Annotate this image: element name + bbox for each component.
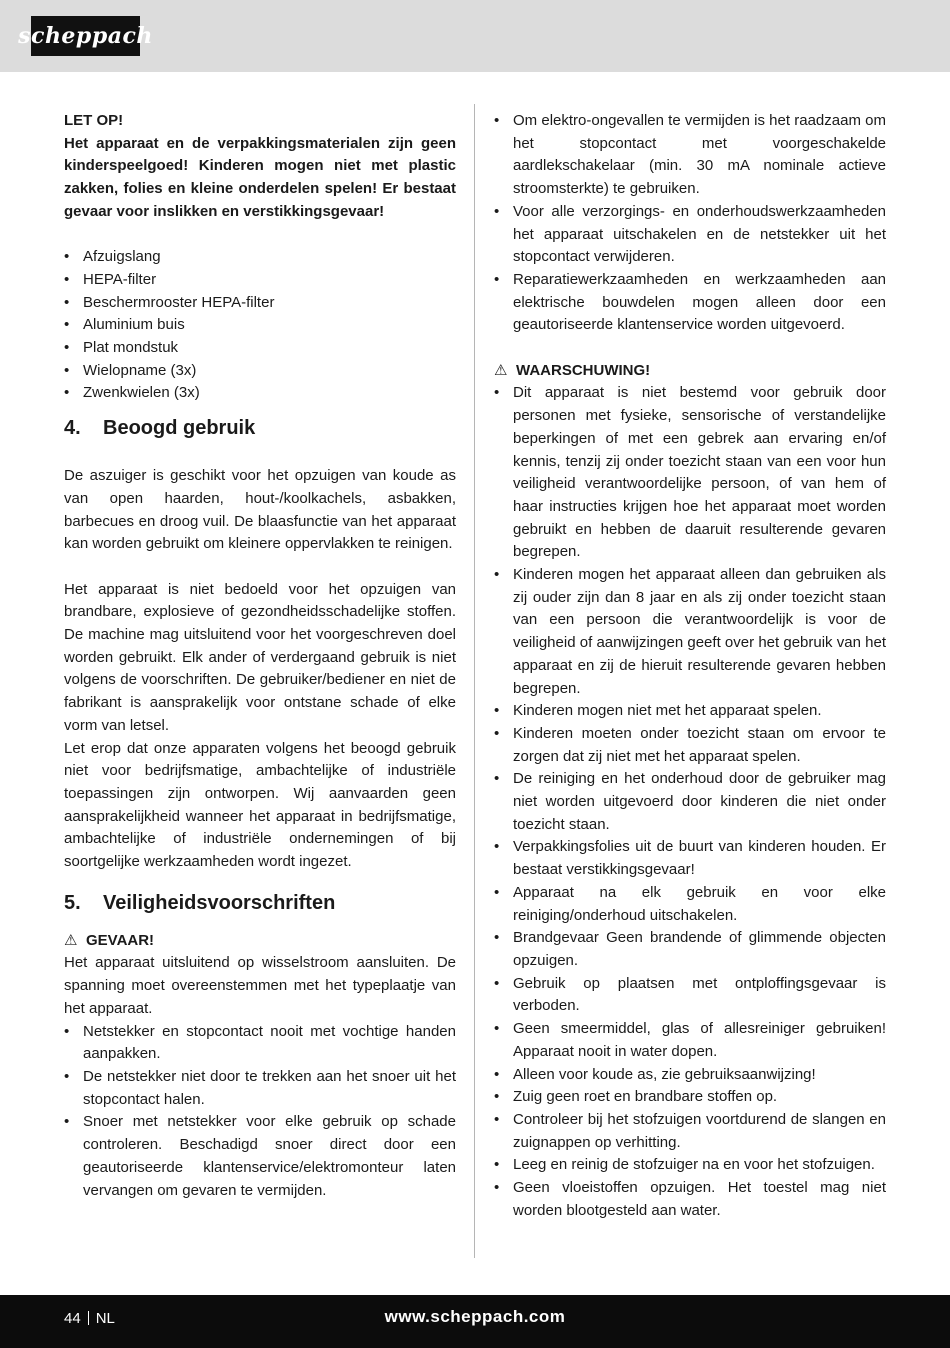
- language-code: NL: [95, 1310, 115, 1327]
- list-item: • Kinderen mogen het apparaat alleen dan gebruiken als zij ouder zijn dan 8 jaar en als zij onder toezicht staan van een persoon die verantwoordelijk is voor de veiligheid of aanwijzingen geeft over het gebruik van het apparaat en zij de hieruit resulterende gevaren hebben begrepen.: [494, 564, 886, 700]
- list-item: • Afzuigslang: [64, 246, 456, 269]
- left-column: [64, 110, 456, 1202]
- column-divider: [474, 104, 475, 1258]
- list-item: • Voor alle verzorgings- en onderhoudswerkzaamheden het apparaat uitschakelen en de netstekker uit het stopcontact verwijderen.: [494, 201, 886, 269]
- paragraph: Het apparaat uitsluitend op wisselstroom aansluiten. De spanning moet overeenstemmen met het typeplaatje van het apparaat.: [64, 954, 456, 1017]
- list-item: • Apparaat na elk gebruik en voor elke reiniging/onderhoud uitschakelen.: [494, 882, 886, 927]
- list-item: • Kinderen mogen niet met het apparaat spelen.: [494, 700, 886, 723]
- list-item: • HEPA-filter: [64, 269, 456, 292]
- list-item: • Verpakkingsfolies uit de buurt van kinderen houden. Er bestaat verstikkingsgevaar!: [494, 836, 886, 881]
- notice-title: LET OP!: [64, 112, 124, 129]
- list-item: • Kinderen moeten onder toezicht staan om ervoor te zorgen dat zij niet met het apparaat spelen.: [494, 723, 886, 768]
- list-item: • Wielopname (3x): [64, 360, 456, 383]
- list-item: • Netstekker en stopcontact nooit met vochtige handen aanpakken.: [64, 1021, 456, 1066]
- section-title: Beoogd gebruik: [103, 417, 256, 440]
- list-item: • Aluminium buis: [64, 314, 456, 337]
- section-number: 5.: [64, 891, 81, 914]
- warning-triangle-icon: ⚠: [64, 931, 78, 949]
- danger-list: [64, 1021, 456, 1203]
- warning-triangle-icon: ⚠: [494, 361, 508, 379]
- list-item: • Geen smeermiddel, glas of allesreiniger gebruiken! Apparaat nooit in water dopen.: [494, 1018, 886, 1063]
- paragraph: Het apparaat is niet bedoeld voor het opzuigen van brandbare, explosieve of gezondheidsschadelijke stoffen. De machine mag uitsluitend voor het voorgeschreven doel worden gebruikt. Elk ander of verdergaand gebruik is niet volgens de voorschriften. De gebruiker/bediener en niet de fabrikant is aansprakelijk voor ontstane schade of elke vorm van letsel.: [64, 580, 456, 734]
- footer-bar: [0, 1295, 950, 1348]
- paragraph: Let erop dat onze apparaten volgens het beoogd gebruik niet voor bedrijfsmatige, ambachtelijke of industriële toepassingen zijn ontworpen. Wij aanvaarden geen aansprakelijkheid wanneer het apparaat in bedrijfsmatige, ambachtelijke of industriële ondernemingen of bij soortgelijke werkzaamheden wordt ingezet.: [64, 739, 456, 871]
- list-item: • Alleen voor koude as, zie gebruiksaanwijzing!: [494, 1064, 886, 1087]
- danger-heading: [64, 930, 456, 953]
- section-5-heading: [64, 888, 456, 918]
- list-item: • De reiniging en het onderhoud door de gebruiker mag niet worden uitgevoerd door kinderen die niet onder toezicht staan.: [494, 768, 886, 836]
- header-bar: [0, 0, 950, 72]
- list-item: • Brandgevaar Geen brandende of glimmende objecten opzuigen.: [494, 927, 886, 972]
- paragraph: De aszuiger is geschikt voor het opzuigen van koude as van open haarden, hout-/koolkachels, asbakken, barbecues en droog vuil. De blaasfunctie van het apparaat kan worden gebruikt om kleinere oppervlakken te reinigen.: [64, 467, 456, 553]
- list-item: • Controleer bij het stofzuigen voortdurend de slangen en zuignappen op verhitting.: [494, 1109, 886, 1154]
- list-item: • Beschermrooster HEPA-filter: [64, 292, 456, 315]
- list-item: • Snoer met netstekker voor elke gebruik op schade controleren. Beschadigd snoer direct door een geautoriseerde klantenservice/elektromonteur laten vervangen om gevaren te vermijden.: [64, 1111, 456, 1202]
- list-item: • Reparatiewerkzaamheden en werkzaamheden aan elektrische bouwdelen mogen alleen door een geautoriseerde klantenservice worden uitgevoerd.: [494, 269, 886, 337]
- safety-list: [494, 110, 886, 337]
- list-item: • Gebruik op plaatsen met ontploffingsgevaar is verboden.: [494, 973, 886, 1018]
- list-item: • Zuig geen roet en brandbare stoffen op.: [494, 1086, 886, 1109]
- website-url: www.scheppach.com: [384, 1307, 566, 1326]
- list-item: • Leeg en reinig de stofzuiger na en voor het stofzuigen.: [494, 1154, 886, 1177]
- list-item: • De netstekker niet door te trekken aan het snoer uit het stopcontact halen.: [64, 1066, 456, 1111]
- list-item: • Geen vloeistoffen opzuigen. Het toestel mag niet worden blootgesteld aan water.: [494, 1177, 886, 1222]
- danger-label: GEVAAR!: [86, 931, 155, 949]
- section-title: Veiligheidsvoorschriften: [103, 891, 336, 914]
- section-4-heading: [64, 413, 456, 443]
- notice-text: Het apparaat en de verpakkingsmaterialen zijn geen kinderspeelgoed! Kinderen mogen niet met plastic zakken, folies en kleine onderdelen spelen! Er bestaat gevaar voor inslikken en verstikkingsgevaar!: [64, 134, 456, 220]
- warning-label: WAARSCHUWING!: [516, 361, 651, 379]
- list-item: • Plat mondstuk: [64, 337, 456, 360]
- right-column: [494, 110, 886, 1222]
- list-item: • Zwenkwielen (3x): [64, 382, 456, 405]
- page-number: 44: [64, 1310, 81, 1327]
- parts-list: [64, 246, 456, 405]
- section-number: 4.: [64, 417, 81, 440]
- list-item: • Dit apparaat is niet bestemd voor gebruik door personen met fysieke, sensorische of verstandelijke beperkingen of met een gebrek aan ervaring en/of kennis, tenzij zij onder toezicht staan van een voor hun veiligheid verantwoordelijke persoon, of van hem of haar instructies krijgen hoe het apparaat moet worden gebruikt en hebben de daaruit resulterende gevaren begrepen.: [494, 382, 886, 564]
- warning-heading: [494, 360, 886, 383]
- list-item: • Om elektro-ongevallen te vermijden is het raadzaam om het stopcontact met voorgeschakelde aardlekschakelaar (min. 30 mA nominale actieve stroomsterkte) te gebruiken.: [494, 110, 886, 201]
- warning-list: [494, 382, 886, 1222]
- scheppach-logo: scheppach: [31, 16, 140, 56]
